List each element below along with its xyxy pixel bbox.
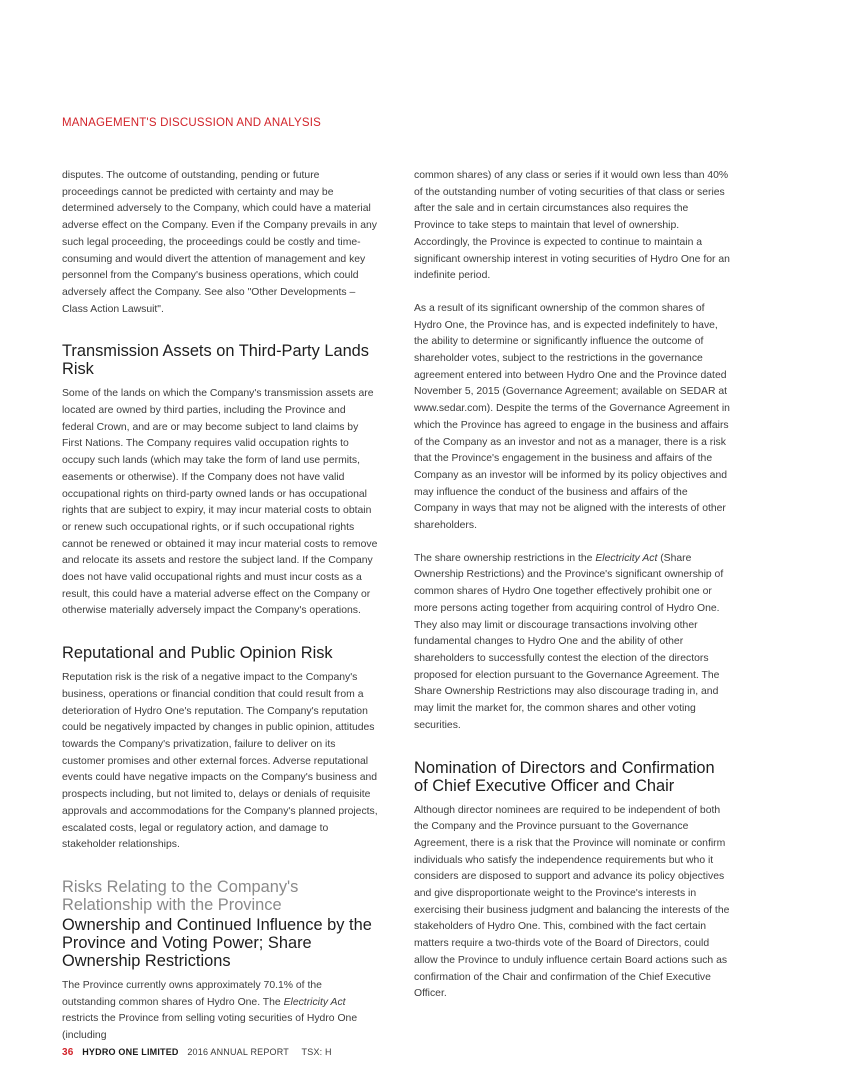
paragraph-disputes: disputes. The outcome of outstanding, pending or future proceedings cannot be predicted with certainty and may be determined adversely to the Company, which could have a material adverse effect on the Company. Even if the Company prevails in any such legal proceeding, the proceedings could be costly and time-consuming and would divert the attention of management and key personnel from the Company's business operations, which could adversely affect the Company. See also "Other Developments – Class Action Lawsuit". <box>62 170 377 315</box>
restrictions-text-a: The share ownership restrictions in the <box>414 552 596 564</box>
heading-ownership-influence: Ownership and Continued Influence by the Province and Voting Power; Share Ownership Restrictions <box>62 915 372 970</box>
paragraph-reputational-risk: Reputation risk is the risk of a negative impact to the Company's business, operations or financial condition that could result from a deterioration of Hydro One's reputation. The Company's reputation could be negatively impacted by changes in public opinion, attitudes towards the Company's privatization, failure to deliver on its customer promises and other external forces. Adverse reputational events could have negative impacts on the Company's business and prospects including, but not limited to, delays or denials of requisite approvals and accommodations for the Company's planned projects, escalated costs, legal or regulatory action, and damage to stakeholder relationships. <box>62 672 378 851</box>
heading-nomination-directors: Nomination of Directors and Confirmation of Chief Executive Officer and Chair <box>414 758 715 795</box>
paragraph-share-restrictions <box>414 551 730 735</box>
ticker-symbol: TSX: H <box>301 1047 332 1057</box>
ownership-text-b: restricts the Province from selling voting securities of Hydro One (including <box>62 1013 358 1042</box>
paragraph-ownership <box>62 978 378 1045</box>
paragraph-transmission-risk: Some of the lands on which the Company's transmission assets are located are owned by third parties, including the Province and federal Crown, and are or may become subject to land claims by First Nations. The Company requires valid occupation rights to occupy such lands (which may take the form of land use permits, easements or otherwise). If the Company does not have valid occupational rights on third-party owned lands or has occupational rights that are subject to expiry, it may incur material costs to obtain or renew such occupational rights, or if such occupational rights cannot be renewed or obtained it may incur material costs to remove and relocate its assets and restore the subject land. If the Company does not have valid occupational rights and must incur costs as a result, this could have a material adverse effect on the Company or otherwise materially adversely impact the Company's operations. <box>62 388 378 617</box>
right-column <box>414 168 730 1003</box>
section-header: MANAGEMENT'S DISCUSSION AND ANALYSIS <box>62 117 322 129</box>
ownership-text-a: The Province currently owns approximately 70.1% of the outstanding common shares of Hydro One. The <box>62 979 322 1008</box>
left-column <box>62 168 378 1045</box>
restrictions-text-b: (Share Ownership Restrictions) and the Province's significant ownership of common shares of Hydro One together effectively prohibit one or more persons acting together from acquiring control of Hydro One. They also may limit or discourage transactions involving other fundamental changes to Hydro One and the ability of other shareholders to successfully contest the election of the directors proposed for election pursuant to the Governance Agreement. The Share Ownership Restrictions may also discourage trading in, and may limit the market for, the common shares and other voting securities. <box>414 552 724 731</box>
heading-transmission-risk: Transmission Assets on Third-Party Lands Risk <box>62 342 369 379</box>
company-name: HYDRO ONE LIMITED <box>82 1047 179 1057</box>
page-number: 36 <box>62 1047 74 1058</box>
electricity-act-ref: Electricity Act <box>283 996 346 1008</box>
paragraph-common-shares: common shares) of any class or series if it would own less than 40% of the outstanding number of voting securities of that class or series after the sale and in certain circumstances also requires the Province to take steps to maintain that level of ownership. Accordingly, the Province is expected to continue to maintain a significant ownership interest in voting securities of Hydro One for an indefinite period. <box>414 170 730 282</box>
paragraph-significant-ownership: As a result of its significant ownership of the common shares of Hydro One, the Province has, and is expected indefinitely to have, the ability to determine or significantly influence the outcome of shareholder votes, subject to the restrictions in the governance agreement entered into between Hydro One and the Province dated November 5, 2015 (Governance Agreement; available on SEDAR at www.sedar.com). Despite the terms of the Governance Agreement in which the Province has agreed to engage in the business and affairs of the Company as an investor and not as a manager, there is a risk that the Province's engagement in the business and affairs of the Company as an investor will be informed by its policy objectives and may influence the conduct of the business and affairs of the Company in ways that may not be aligned with the interests of other shareholders. <box>414 302 730 532</box>
report-title: 2016 ANNUAL REPORT <box>187 1047 289 1057</box>
heading-province-relationship: Risks Relating to the Company's Relationship with the Province <box>62 877 299 914</box>
page-footer <box>62 1047 332 1058</box>
electricity-act-ref-2: Electricity Act <box>595 552 658 564</box>
heading-reputational-risk: Reputational and Public Opinion Risk <box>62 644 333 663</box>
paragraph-nomination: Although director nominees are required to be independent of both the Company and the Province pursuant to the Governance Agreement, there is a risk that the Province will nominate or confirm individuals who satisfy the independence requirements but who it considers are disposed to support and advance its policy objectives and give disproportionate weight to the Province's interests in exercising their business judgment and balancing the interests of the stakeholders of Hydro One. This, combined with the fact certain matters require a two-thirds vote of the Board of Directors, could allow the Province to unduly influence certain Board actions such as confirmation of the Chair and confirmation of the Chief Executive Officer. <box>414 804 730 1000</box>
